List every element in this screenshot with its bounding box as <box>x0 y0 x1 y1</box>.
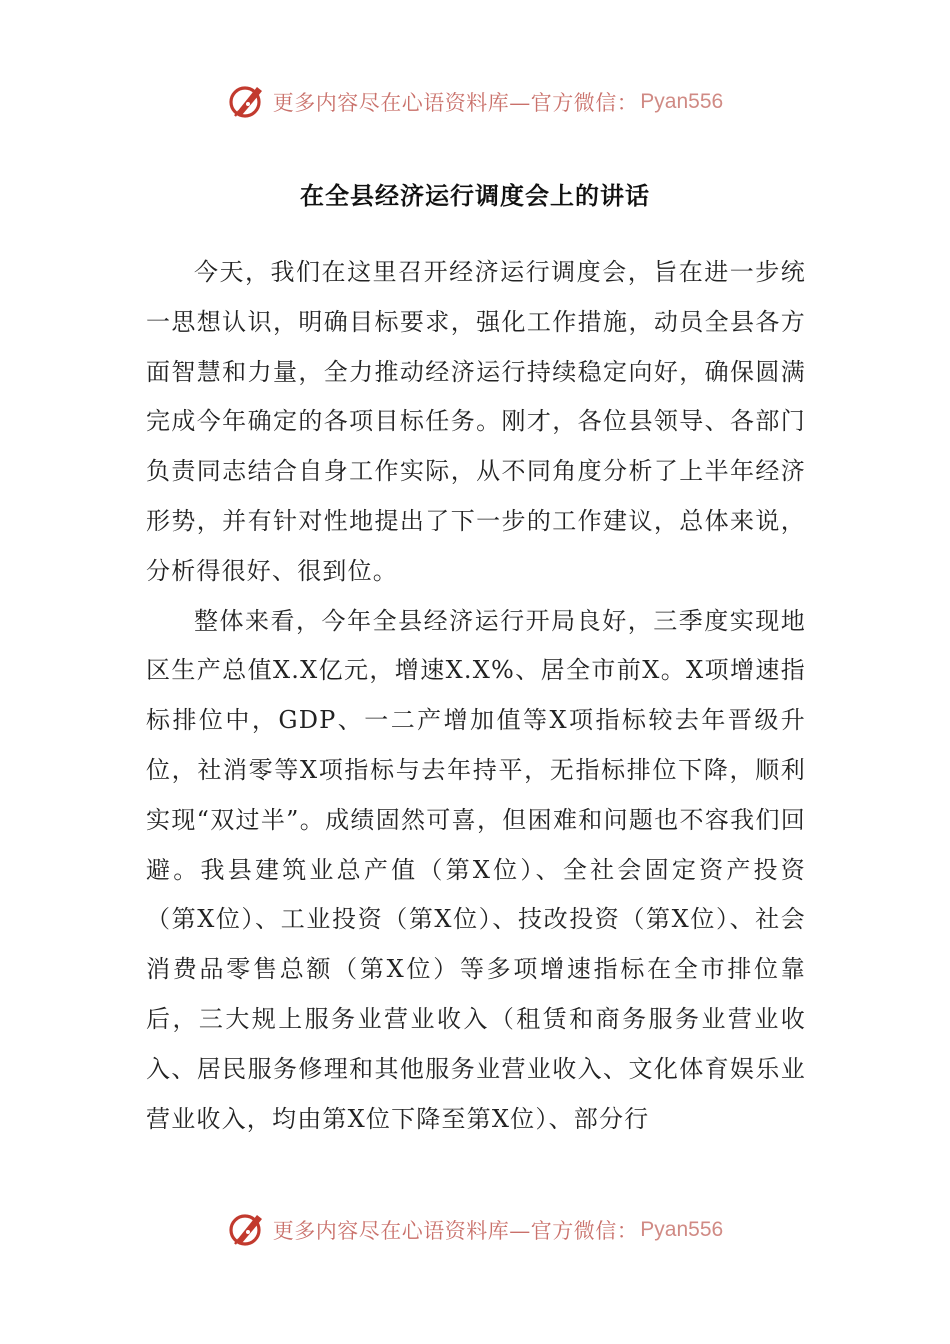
pen-nib-logo-icon <box>227 1210 267 1250</box>
footer-wechat-id: Pyan556 <box>640 1218 724 1241</box>
body-paragraph-1: 今天，我们在这里召开经济运行调度会，旨在进一步统一思想认识，明确目标要求，强化工作措施，动员全县各方面智慧和力量，全力推动经济运行持续稳定向好，确保圆满完成今年确定的各项目标任务。刚才，各位县领导、各部门负责同志结合自身工作实际，从不同角度分析了上半年经济形势，并有针对性地提出了下一步的工作建议，总体来说，分析得很好、很到位。 <box>146 258 806 585</box>
footer-banner <box>0 1205 950 1255</box>
pen-nib-logo-icon <box>227 82 267 122</box>
document-title: 在全县经济运行调度会上的讲话 <box>300 181 650 210</box>
header-wechat-id: Pyan556 <box>640 90 724 113</box>
footer-banner-text: 更多内容尽在心语资料库—官方微信： <box>272 1219 639 1243</box>
header-banner-text: 更多内容尽在心语资料库—官方微信： <box>272 91 639 115</box>
document-body <box>146 248 806 1144</box>
body-paragraph-2: 整体来看，今年全县经济运行开局良好，三季度实现地区生产总值X.X亿元，增速X.X%、居全市前X。X项增速指标排位中，GDP、一二产增加值等X项指标较去年晋级升位，社消零等X项指标与去年持平，无指标排位下降，顺利实现“双过半”。成绩固然可喜，但困难和问题也不容我们回避。我县建筑业总产值（第X位）、全社会固定资产投资（第X位）、工业投资（第X位）、技改投资（第X位）、社会消费品零售总额（第X位）等多项增速指标在全市排位靠后，三大规上服务业营业收入（租赁和商务服务业营业收入、居民服务修理和其他服务业营业收入、文化体育娱乐业营业收入，均由第X位下降至第X位）、部分行 <box>146 606 806 1133</box>
header-banner <box>0 77 950 127</box>
